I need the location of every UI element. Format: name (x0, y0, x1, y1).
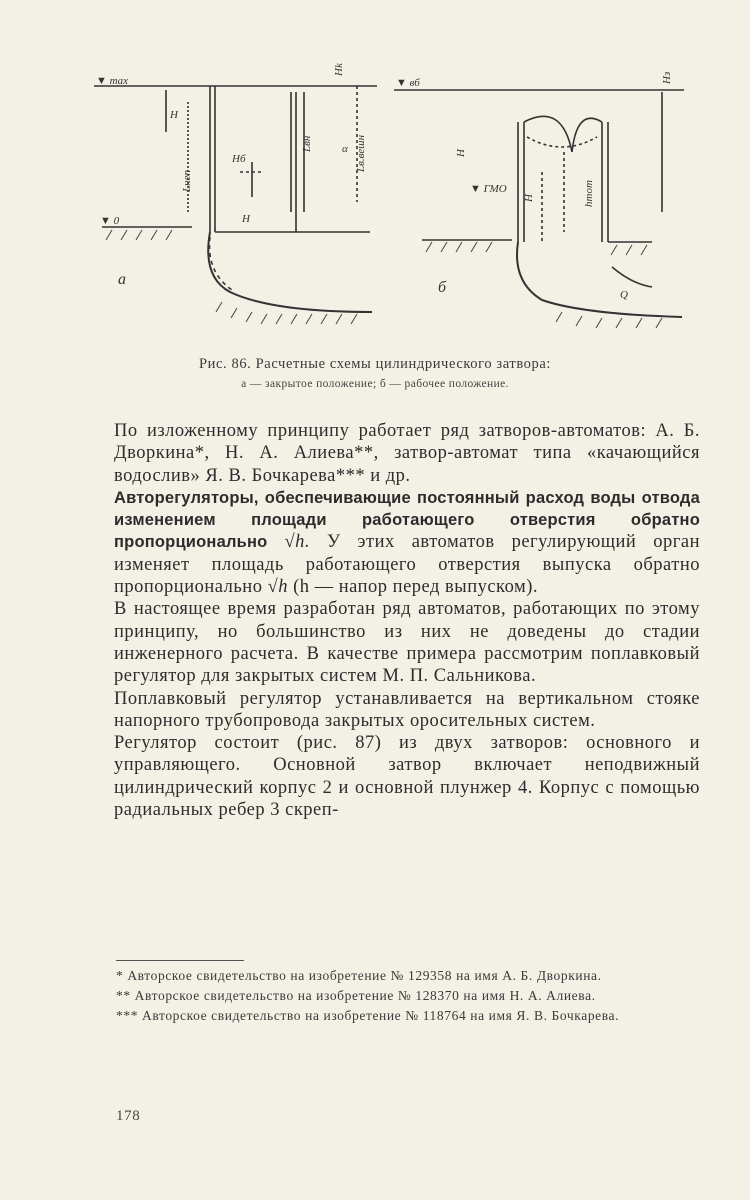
sqrt-h-1: √h. (284, 532, 310, 553)
main-text (114, 420, 700, 821)
figure-86 (92, 62, 692, 352)
footnote-3: *** Авторское свидетельство на изобретение № 118764 на имя Я. В. Бочкарева. (116, 1008, 620, 1023)
footnotes (116, 966, 700, 1026)
paragraph-5: Регулятор состоит (рис. 87) из двух затворов: основного и управляющего. Основной затвор включает неподвижный цилиндрический корпус 2 и основной плунжер 4. Корпус с помощью радиальных ребер 3 скреп- (114, 733, 700, 821)
paragraph-2 (114, 487, 700, 598)
label-hb: Hб (232, 153, 246, 165)
label-h2: H (242, 213, 250, 225)
label-b-h2: H (523, 194, 535, 202)
label-q: Q (620, 289, 628, 301)
paragraph-3: В настоящее время разработан ряд автоматов, работающих по этому принципу, но большинство из них не доведены до стадии инженерного расчета. В качестве примера рассмотрим поплавковый регулятор для закрытых систем М. П. Сальникова. (114, 599, 700, 687)
label-lvn: Lвн (301, 135, 313, 152)
label-gmo: ▼ ГМО (470, 183, 507, 195)
panel-a-diagram (94, 86, 377, 312)
footnote-1: * Авторское свидетельство на изобретение № 129358 на имя А. Б. Дворкина. (116, 968, 602, 983)
label-alpha: α (342, 143, 348, 155)
figure-caption-legend: а — закрытое положение; б — рабочее положение. (241, 378, 509, 390)
paragraph-1: По изложенному принципу работает ряд затворов-автоматов: А. Б. Дворкина*, Н. А. Алиева**, затвор-автомат типа «качающийся водослив» Я. В. Бочкарева*** и др. (114, 421, 700, 486)
panel-a-labels (96, 62, 367, 288)
label-hk: Hk (333, 63, 345, 76)
label-hz: Hз (661, 71, 673, 84)
paragraph-2-heading: Авторегуляторы, обеспечивающие постоянный расход воды отвода изменением площади работающего отверстия обратно пропорционально (114, 488, 700, 552)
paragraph-2-end: (h — напор перед выпуском). (287, 577, 538, 598)
label-h1: H (170, 109, 178, 121)
paragraph-2-body: У этих автоматов регулирующий орган изменяет площадь работающего отверстия выпуска обратно пропорционально (114, 532, 701, 598)
panel-a-letter: а (118, 271, 126, 288)
page-number: 178 (116, 1108, 141, 1124)
footnote-2: ** Авторское свидетельство на изобретение № 128370 на имя Н. А. Алиева. (116, 988, 596, 1003)
sqrt-h-2: √h (267, 577, 288, 598)
label-vb: ▼ вб (396, 77, 420, 89)
figure-caption-title: Рис. 86. Расчетные схемы цилиндрического затвора: (198, 356, 552, 372)
panel-b-letter: б (438, 279, 447, 296)
label-zero: ▼ 0 (100, 215, 120, 227)
paragraph-4: Поплавковый регулятор устанавливается на вертикальном стояке напорного трубопровода закрытых оросительных систем. (114, 688, 700, 731)
label-max: ▼ max (96, 75, 128, 87)
panel-b-labels (396, 72, 673, 301)
footnote-divider (116, 960, 244, 961)
cylindrical-gate-diagram (92, 62, 692, 352)
label-b-h: H (455, 149, 467, 157)
label-htot: hтот (583, 180, 595, 207)
label-lvesh: Lв.вешн (355, 134, 367, 172)
label-lnep: Lнеп (181, 170, 193, 192)
